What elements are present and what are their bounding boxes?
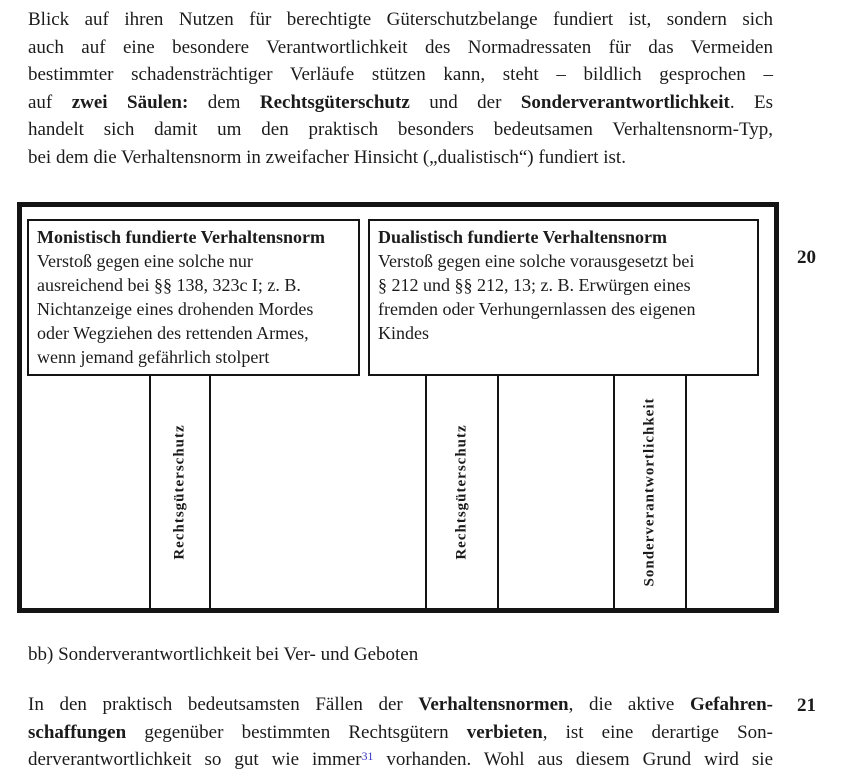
intro-paragraph — [28, 6, 773, 171]
text-segment: Blick auf ihren Nutzen für berechtigte Güterschutzbelange fundiert ist, sondern sich — [28, 9, 773, 30]
text-segment: wenn jemand gefährlich stolpert — [37, 347, 270, 367]
text-line — [28, 61, 773, 89]
text-line — [37, 273, 350, 297]
monistisch-box-title: Monistisch fundierte Verhaltensnorm — [37, 227, 325, 247]
pillar-rechtsgueterschutz-right — [425, 376, 499, 608]
text-line — [37, 249, 350, 273]
text-segment: derverantwortlichkeit so gut wie immer — [28, 749, 362, 770]
text-segment: Gefahren- — [689, 694, 773, 715]
margin-number-20: 20 — [797, 247, 816, 268]
text-segment: ausreichend bei §§ 138, 323c I; z. B. — [37, 275, 301, 295]
text-line — [37, 321, 350, 345]
body-paragraph — [28, 691, 773, 774]
dualistisch-box-body — [378, 249, 749, 345]
text-line — [37, 297, 350, 321]
subsection-heading: bb) Sonderverantwortlichkeit bei Ver- und Geboten — [28, 644, 419, 665]
text-segment: , ist eine derartige Son- — [542, 721, 773, 743]
text-line — [28, 89, 773, 117]
text-segment: verbieten — [466, 721, 543, 743]
text-line — [28, 34, 773, 62]
pillar-label: Sonderverantwortlichkeit — [641, 397, 658, 587]
text-segment: Verhaltensnormen — [418, 694, 569, 715]
text-segment: Kindes — [378, 323, 429, 343]
text-segment: oder Wegziehen des rettenden Armes, — [37, 323, 309, 343]
text-segment: § 212 und §§ 212, 13; z. B. Erwürgen eines — [378, 275, 691, 295]
text-segment: bestimmter schadensträchtiger Verläufe stützen kann, steht – bildlich gesprochen – — [28, 64, 773, 85]
text-line — [378, 297, 749, 321]
text-segment: In den praktisch bedeutsamsten Fällen der — [28, 694, 419, 715]
monistisch-box-body — [37, 249, 350, 369]
text-segment: Rechtsgüterschutz — [259, 91, 410, 113]
text-segment: gegenüber bestimmten Rechtsgütern — [126, 721, 467, 743]
text-segment: auf — [28, 91, 72, 113]
text-line — [37, 345, 350, 369]
text-segment: Verstoß gegen eine solche vorausgesetzt bei — [378, 251, 695, 271]
text-line — [28, 6, 773, 34]
text-line — [28, 691, 773, 719]
text-segment: Sonderverantwortlichkeit — [520, 91, 730, 113]
text-segment: Nichtanzeige eines drohenden Mordes — [37, 299, 314, 319]
verhaltensnorm-diagram — [17, 202, 779, 613]
pillar-label: Rechtsgüterschutz — [171, 424, 188, 560]
pillar-rechtsgueterschutz-left — [149, 376, 211, 608]
text-line — [28, 144, 773, 172]
text-line — [378, 321, 749, 345]
text-segment: auch auf eine besondere Verantwortlichkeit des Normadressaten für das Vermeiden — [28, 36, 773, 58]
pillar-label: Rechtsgüterschutz — [453, 424, 470, 560]
text-line — [378, 273, 749, 297]
text-segment: fremden oder Verhungernlassen des eigenen — [378, 299, 696, 319]
text-segment: bei dem die Verhaltensnorm in zweifacher Hinsicht („dualistisch“) fundiert ist. — [28, 146, 626, 168]
text-segment: , die aktive — [568, 694, 690, 715]
dualistisch-box-title: Dualistisch fundierte Verhaltensnorm — [378, 227, 668, 247]
text-segment: vorhanden. Wohl aus diesem Grund wird sie — [373, 749, 773, 770]
text-line — [28, 116, 773, 144]
text-segment: zwei Säulen: — [71, 91, 189, 113]
footnote-ref[interactable]: 31 — [361, 749, 374, 763]
text-segment: Verstoß gegen eine solche nur — [37, 251, 253, 271]
margin-number-21: 21 — [797, 695, 816, 716]
text-segment: schaffungen — [28, 721, 127, 743]
text-segment: . Es — [729, 91, 774, 113]
text-line — [378, 249, 749, 273]
text-segment: handelt sich damit um den praktisch besonders bedeutsamen Verhaltensnorm-Typ, — [28, 119, 773, 140]
text-segment: und der — [409, 91, 521, 113]
dualistisch-box — [368, 219, 759, 376]
text-line — [28, 746, 773, 774]
monistisch-box — [27, 219, 360, 376]
text-segment: dem — [188, 91, 260, 113]
text-line — [28, 719, 773, 747]
pillar-sonderverantwortlichkeit — [613, 376, 687, 608]
